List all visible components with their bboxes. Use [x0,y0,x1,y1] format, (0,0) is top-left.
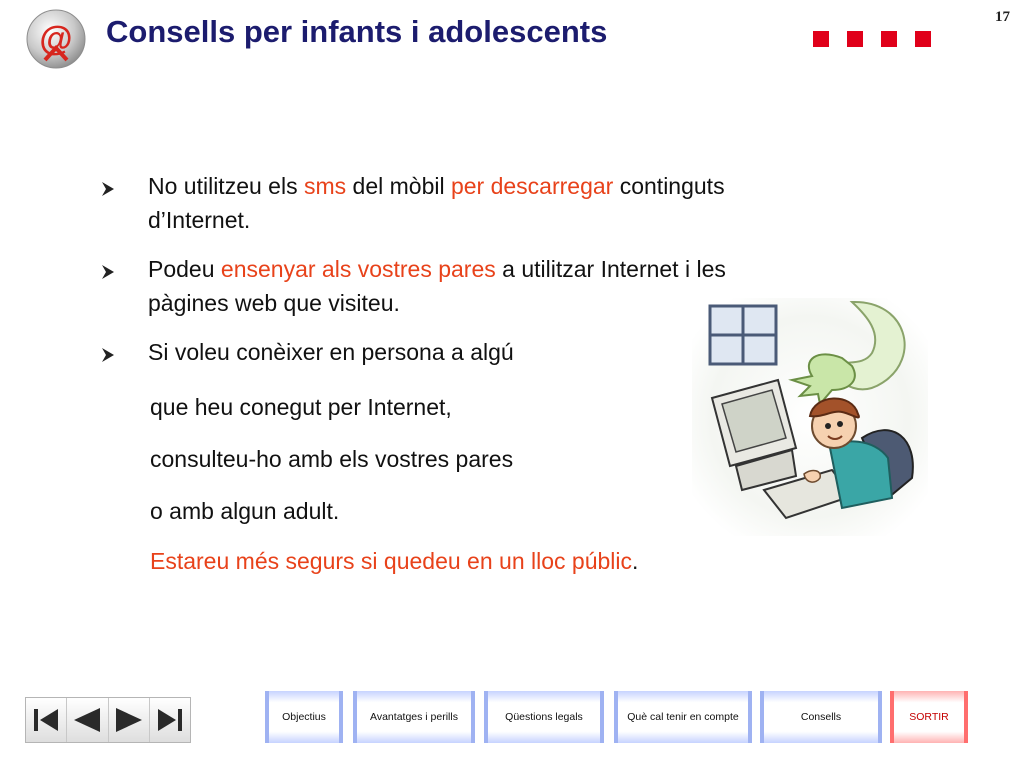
menu-questions-legals-button[interactable]: Qüestions legals [484,691,604,743]
bullet-text: a utilitzar Internet i les [495,256,726,282]
highlight-text: sms [303,173,347,199]
last-slide-icon [153,704,187,736]
bullet-1-line-1 [148,173,725,200]
first-slide-button[interactable] [26,698,67,742]
bullet-3-line-1: Si voleu conèixer en persona a algú [148,339,514,365]
highlight-text: Estareu més segurs si quedeu en un lloc públic [150,548,633,574]
bullet-text: . [632,548,639,574]
child-at-computer-with-ghost-hand-icon [692,298,928,536]
bullet-2-line-1 [148,256,726,283]
first-slide-icon [29,704,63,736]
arrow-bullet-icon [100,263,116,281]
last-slide-button[interactable] [150,698,190,742]
next-slide-icon [112,704,146,736]
bullet-3-continuation: consulteu-ho amb els vostres pares [150,446,514,472]
menu-que-cal-tenir-button[interactable]: Què cal tenir en compte [614,691,752,743]
arrow-bullet-icon [100,180,116,198]
safety-highlight [150,548,638,575]
previous-slide-icon [70,704,104,736]
bullet-text: Podeu [148,256,221,282]
bullet-1-line-2: d’Internet. [148,207,251,233]
page-number: 17 [995,9,1010,25]
bullet-text: continguts [613,173,725,199]
menu-avantatges-button[interactable]: Avantatges i perills [353,691,475,743]
bullet-3-continuation: o amb algun adult. [150,498,340,524]
svg-text:@: @ [39,20,73,58]
bullet-text: No utilitzeu els [148,173,304,199]
menu-sortir-button[interactable]: SORTIR [890,691,968,743]
bullet-3-continuation: que heu conegut per Internet, [150,394,452,420]
slide-title: Consells per infants i adolescents [106,14,608,49]
menu-objectius-button[interactable]: Objectius [265,691,343,743]
arrow-bullet-icon [100,346,116,364]
highlight-text: ensenyar als vostres pares [220,256,496,282]
bullet-text: del mòbil [346,173,451,199]
bullet-2-line-2: pàgines web que visiteu. [148,290,400,316]
highlight-text: per descarregar [450,173,614,199]
menu-consells-button[interactable]: Consells [760,691,882,743]
slide-nav-controls [25,697,191,743]
next-slide-button[interactable] [109,698,150,742]
previous-slide-button[interactable] [67,698,108,742]
